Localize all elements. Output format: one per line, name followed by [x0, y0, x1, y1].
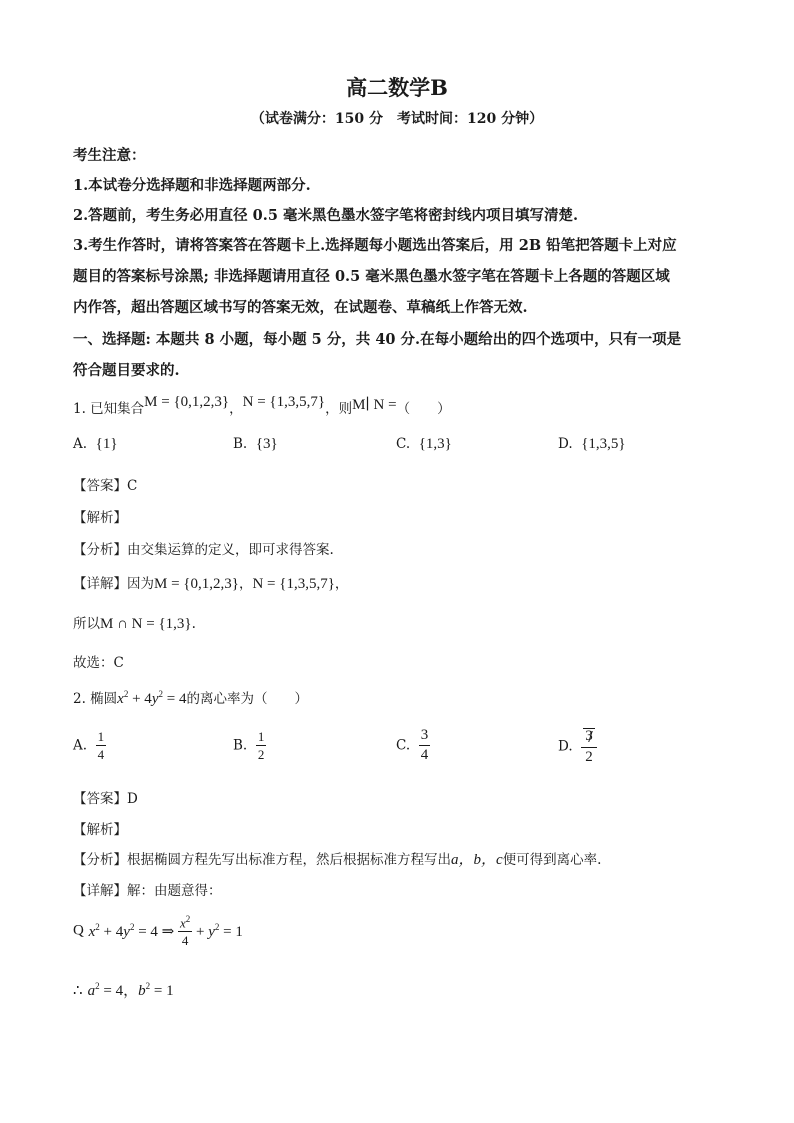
question-1-mid: ，则 — [325, 401, 353, 417]
xiangjie-end: ， — [334, 576, 349, 592]
fraction-denominator: 4 — [181, 933, 189, 949]
ab-values: $a^2 = 4$，$b^2 = 1$ — [87, 981, 174, 999]
q2-option-c-numerator: 3 — [419, 728, 431, 746]
q2-option-a-denominator: 4 — [97, 747, 105, 762]
fenxi-variables: a，b，c — [451, 852, 503, 868]
fenxi-text-2: 根据椭圆方程先写出标准方程，然后根据标准方程写出 — [127, 852, 451, 868]
question-1-prefix: 1. 已知集合 — [73, 401, 145, 417]
question-2-end: 的离心率为（ ） — [186, 691, 308, 707]
option-b-value: {3} — [255, 436, 278, 452]
separator: ， — [229, 401, 243, 417]
q2-option-a-label: A. — [73, 737, 88, 754]
because-symbol: Q — [73, 922, 84, 939]
intersection-expression: M∣ N = — [352, 397, 397, 413]
derivation-line-1 — [73, 915, 243, 947]
derivation-line-2 — [73, 979, 174, 1000]
option-b — [233, 436, 278, 453]
xiangjie-prefix: 因为 — [127, 576, 154, 592]
xiangjie-text-2: 解：由题意得： — [127, 883, 222, 899]
xiangjie-tag-2: 【详解】 — [73, 883, 127, 899]
question-1-end: （ ） — [396, 401, 451, 417]
section-heading-line-1: 一、选择题: 本题共 8 小题，每小题 5 分，共 40 分.在每小题给出的四个选项中，只有一项是 — [73, 331, 682, 348]
question-1-stem — [73, 394, 451, 418]
option-c-value: {1,3} — [418, 436, 452, 452]
exam-info: （试卷满分：150 分 考试时间：120 分钟） — [250, 111, 544, 127]
q2-option-d-fraction — [581, 728, 597, 765]
q2-option-c-denominator: 4 — [420, 747, 429, 763]
q2-option-c-label: C. — [396, 737, 411, 754]
answer-line-2 — [73, 787, 138, 807]
q2-option-d-label: D. — [558, 738, 573, 755]
notice-item-1: 1.本试卷分选择题和非选择题两部分. — [73, 177, 311, 194]
q2-option-c-fraction — [419, 728, 431, 763]
option-d — [558, 436, 626, 453]
answer-value-2: D — [127, 791, 138, 807]
xiangjie-tag: 【详解】 — [73, 576, 127, 592]
option-a-label: A. — [73, 436, 88, 452]
option-c — [396, 436, 452, 453]
q2-option-b-fraction — [256, 730, 267, 761]
option-a — [73, 436, 118, 453]
fenxi-end-2: 便可得到离心率. — [502, 852, 602, 868]
x-squared-over-4 — [178, 915, 192, 947]
xiangjie-set-m: M = {0,1,2,3} — [154, 576, 239, 592]
question-2-stem — [73, 687, 308, 708]
suoyi-expression: M ∩ N = {1,3} — [100, 616, 192, 632]
set-n: N = {1,3,5,7} — [242, 394, 326, 410]
notice-item-2: 2.答题前，考生务必用直径 0.5 毫米黑色墨水签字笔将密封线内项目填写清楚. — [73, 207, 579, 224]
fraction-numerator: $x^2$ — [179, 914, 191, 931]
question-2-prefix: 2. 椭圆 — [73, 691, 118, 707]
option-b-label: B. — [233, 436, 248, 452]
xiangjie-line-1 — [73, 572, 348, 593]
xiangjie-sep: ， — [238, 576, 253, 592]
q2-option-a — [73, 730, 106, 761]
conclusion-line — [73, 612, 196, 633]
q2-option-d-numerator — [581, 728, 597, 748]
set-m: M = {0,1,2,3} — [144, 394, 230, 410]
analysis-tag-2: 【解析】 — [73, 822, 127, 838]
xiangjie-line-2 — [73, 879, 222, 899]
q2-option-c — [396, 728, 430, 763]
notice-item-3-line-2: 题目的答案标号涂黑; 非选择题请用直径 0.5 毫米黑色墨水签字笔在答题卡上各题的答题区域 — [73, 268, 670, 285]
answer-value: C — [127, 478, 138, 494]
therefore-symbol: ∴ — [73, 983, 83, 999]
xiangjie-set-n: N = {1,3,5,7} — [252, 576, 335, 592]
option-c-label: C. — [396, 436, 411, 452]
ellipse-equation: $x^2 + 4y^2 = 4$ — [117, 689, 187, 707]
fenxi-tag: 【分析】 — [73, 542, 127, 558]
answer-tag-2: 【答案】 — [73, 791, 127, 807]
answer-line-1 — [73, 474, 137, 494]
fenxi-text: 由交集运算的定义，即可求得答案. — [127, 542, 334, 558]
notice-item-3-line-1: 3.考生作答时，请将答案答在答题卡上.选择题每小题选出答案后，用 2B 铅笔把答题卡上对应 — [73, 237, 677, 254]
derivation-equation: $x^2 + 4y^2 = 4$ ⇒ — [88, 921, 178, 940]
option-d-value: {1,3,5} — [581, 436, 626, 452]
fenxi-line-2 — [73, 848, 601, 869]
derivation-rest: + $y^2 = 1$ — [192, 921, 243, 940]
suoyi-text: 所以 — [73, 616, 100, 632]
q2-option-d — [558, 728, 597, 765]
option-d-label: D. — [558, 436, 573, 452]
notice-heading: 考生注意： — [73, 147, 146, 164]
answer-tag: 【答案】 — [73, 478, 127, 494]
final-choice-1: 故选：C — [73, 655, 124, 671]
suoyi-end: . — [191, 616, 196, 632]
analysis-tag-1: 【解析】 — [73, 510, 127, 526]
page-title: 高二数学B — [346, 75, 448, 100]
fenxi-tag-2: 【分析】 — [73, 852, 127, 868]
q2-option-a-fraction — [96, 730, 107, 761]
q2-option-b-numerator: 1 — [257, 729, 265, 744]
section-heading-line-2: 符合题目要求的. — [73, 362, 180, 379]
fenxi-line-1 — [73, 538, 334, 558]
q2-option-b-denominator: 2 — [257, 747, 265, 762]
q2-option-a-numerator: 1 — [97, 729, 105, 744]
square-root: 3 — [585, 728, 593, 744]
q2-option-b — [233, 730, 266, 761]
notice-item-3-line-3: 内作答，超出答题区域书写的答案无效，在试题卷、草稿纸上作答无效. — [73, 299, 528, 316]
option-a-value: {1} — [95, 436, 118, 452]
q2-option-b-label: B. — [233, 737, 248, 754]
q2-option-d-denominator: 2 — [585, 748, 593, 765]
